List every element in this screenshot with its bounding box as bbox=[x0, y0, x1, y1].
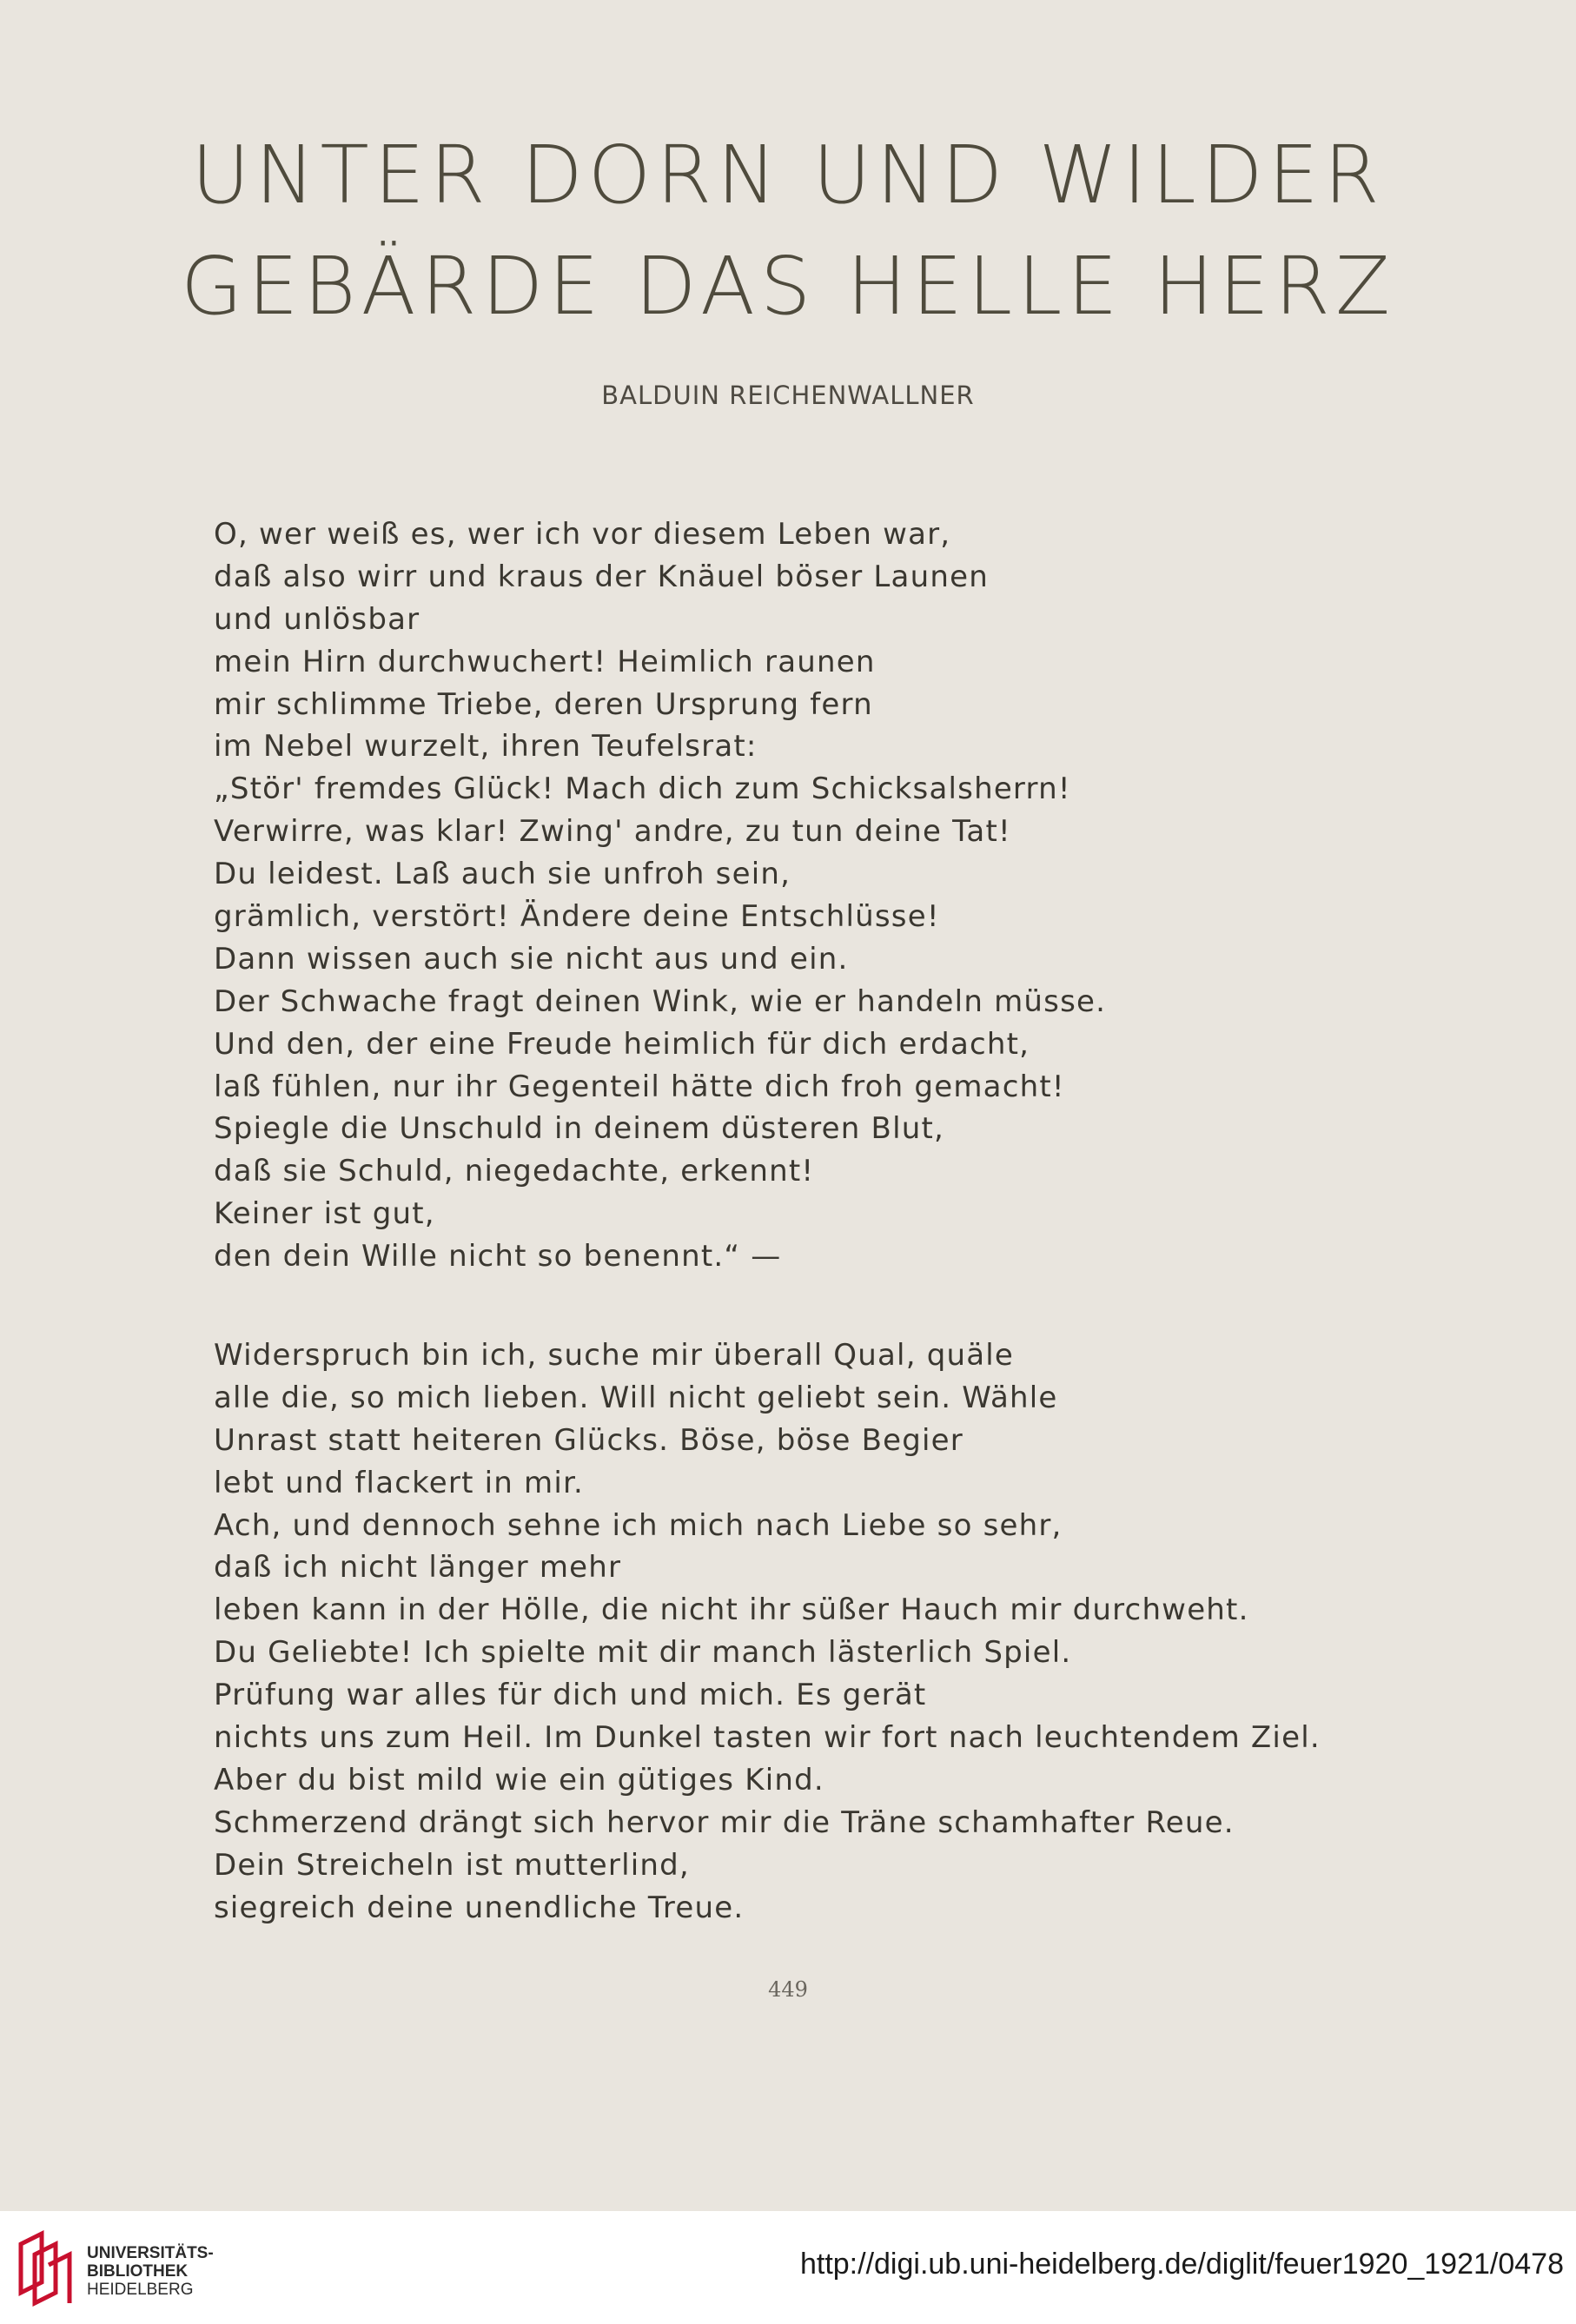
poem-line: Der Schwache fragt deinen Wink, wie er handeln müsse. bbox=[214, 983, 1107, 1019]
poem-line: Spiegle die Unschuld in deinem düsteren Blut, bbox=[214, 1111, 945, 1147]
poem-line: mir schlimme Triebe, deren Ursprung fern bbox=[214, 686, 873, 722]
poem-line: laß fühlen, nur ihr Gegenteil hätte dich froh gemacht! bbox=[214, 1069, 1065, 1104]
library-name-line-2: BIBLIOTHEK bbox=[87, 2262, 189, 2281]
poem-line: lebt und flackert in mir. bbox=[214, 1465, 585, 1500]
author-name: BALDUIN REICHENWALLNER bbox=[601, 381, 975, 410]
poem-line: Verwirre, was klar! Zwing' andre, zu tun deine Tat! bbox=[214, 814, 1011, 850]
poem-line: Ach, und dennoch sehne ich mich nach Liebe so sehr, bbox=[214, 1507, 1063, 1543]
poem-line: daß also wirr und kraus der Knäuel böser Launen bbox=[214, 559, 989, 594]
poem-line: Dein Streicheln ist mutterlind, bbox=[214, 1847, 690, 1883]
library-name-line-1: UNIVERSITÄTS- bbox=[87, 2244, 214, 2262]
poem-line: siegreich deine unendliche Treue. bbox=[214, 1890, 745, 1925]
poem-line: den dein Wille nicht so benennt.“ — bbox=[214, 1239, 782, 1275]
poem-title-line-2: GEBÄRDE DAS HELLE HERZ bbox=[181, 240, 1395, 333]
poem-line: Keiner ist gut, bbox=[214, 1196, 435, 1232]
poem-line: daß sie Schuld, niegedachte, erkennt! bbox=[214, 1154, 815, 1189]
poem-line: Du leidest. Laß auch sie unfroh sein, bbox=[214, 857, 791, 892]
poem-line: im Nebel wurzelt, ihren Teufelsrat: bbox=[214, 729, 758, 765]
poem-line: Schmerzend drängt sich hervor mir die Träne schamhafter Reue. bbox=[214, 1804, 1235, 1840]
library-name bbox=[87, 2244, 214, 2299]
page-number: 449 bbox=[768, 1977, 808, 2002]
poem-line: und unlösbar bbox=[214, 601, 420, 637]
poem-line: grämlich, verstört! Ändere deine Entschlüsse! bbox=[214, 899, 940, 935]
poem-line: Unrast statt heiteren Glücks. Böse, böse Begier bbox=[214, 1422, 963, 1458]
poem-line: alle die, so mich lieben. Will nicht geliebt sein. Wähle bbox=[214, 1380, 1058, 1415]
poem-line: leben kann in der Hölle, die nicht ihr süßer Hauch mir durchweht. bbox=[214, 1592, 1249, 1628]
library-logo-icon[interactable] bbox=[16, 2228, 80, 2314]
poem-line: Widerspruch bin ich, suche mir überall Qual, quäle bbox=[214, 1338, 1015, 1373]
poem-title bbox=[0, 120, 1576, 342]
poem-line: Und den, der eine Freude heimlich für dich erdacht, bbox=[214, 1026, 1030, 1062]
poem-line: „Stör' fremdes Glück! Mach dich zum Schicksalsherrn! bbox=[214, 771, 1071, 807]
poem-title-line-1: UNTER DORN UND WILDER bbox=[191, 129, 1385, 222]
poem-line: nichts uns zum Heil. Im Dunkel tasten wir fort nach leuchtendem Ziel. bbox=[214, 1720, 1321, 1756]
poem-line: Aber du bist mild wie ein gütiges Kind. bbox=[214, 1762, 824, 1798]
footer-bar bbox=[0, 2211, 1576, 2324]
stanza-1 bbox=[214, 513, 1106, 1278]
poem-line: daß ich nicht länger mehr bbox=[214, 1550, 622, 1586]
source-url-link[interactable]: http://digi.ub.uni-heidelberg.de/diglit/feuer1920_1921/0478 bbox=[799, 2248, 1564, 2281]
poem-line: Dann wissen auch sie nicht aus und ein. bbox=[214, 941, 849, 977]
poem-line: Du Geliebte! Ich spielte mit dir manch lästerlich Spiel. bbox=[214, 1635, 1072, 1671]
poem-line: Prüfung war alles für dich und mich. Es gerät bbox=[214, 1678, 927, 1713]
library-name-line-3: HEIDELBERG bbox=[87, 2281, 194, 2299]
poem-line: mein Hirn durchwuchert! Heimlich raunen bbox=[214, 644, 876, 679]
stanza-2 bbox=[214, 1334, 1321, 1929]
poem-line: O, wer weiß es, wer ich vor diesem Leben war, bbox=[214, 517, 951, 552]
